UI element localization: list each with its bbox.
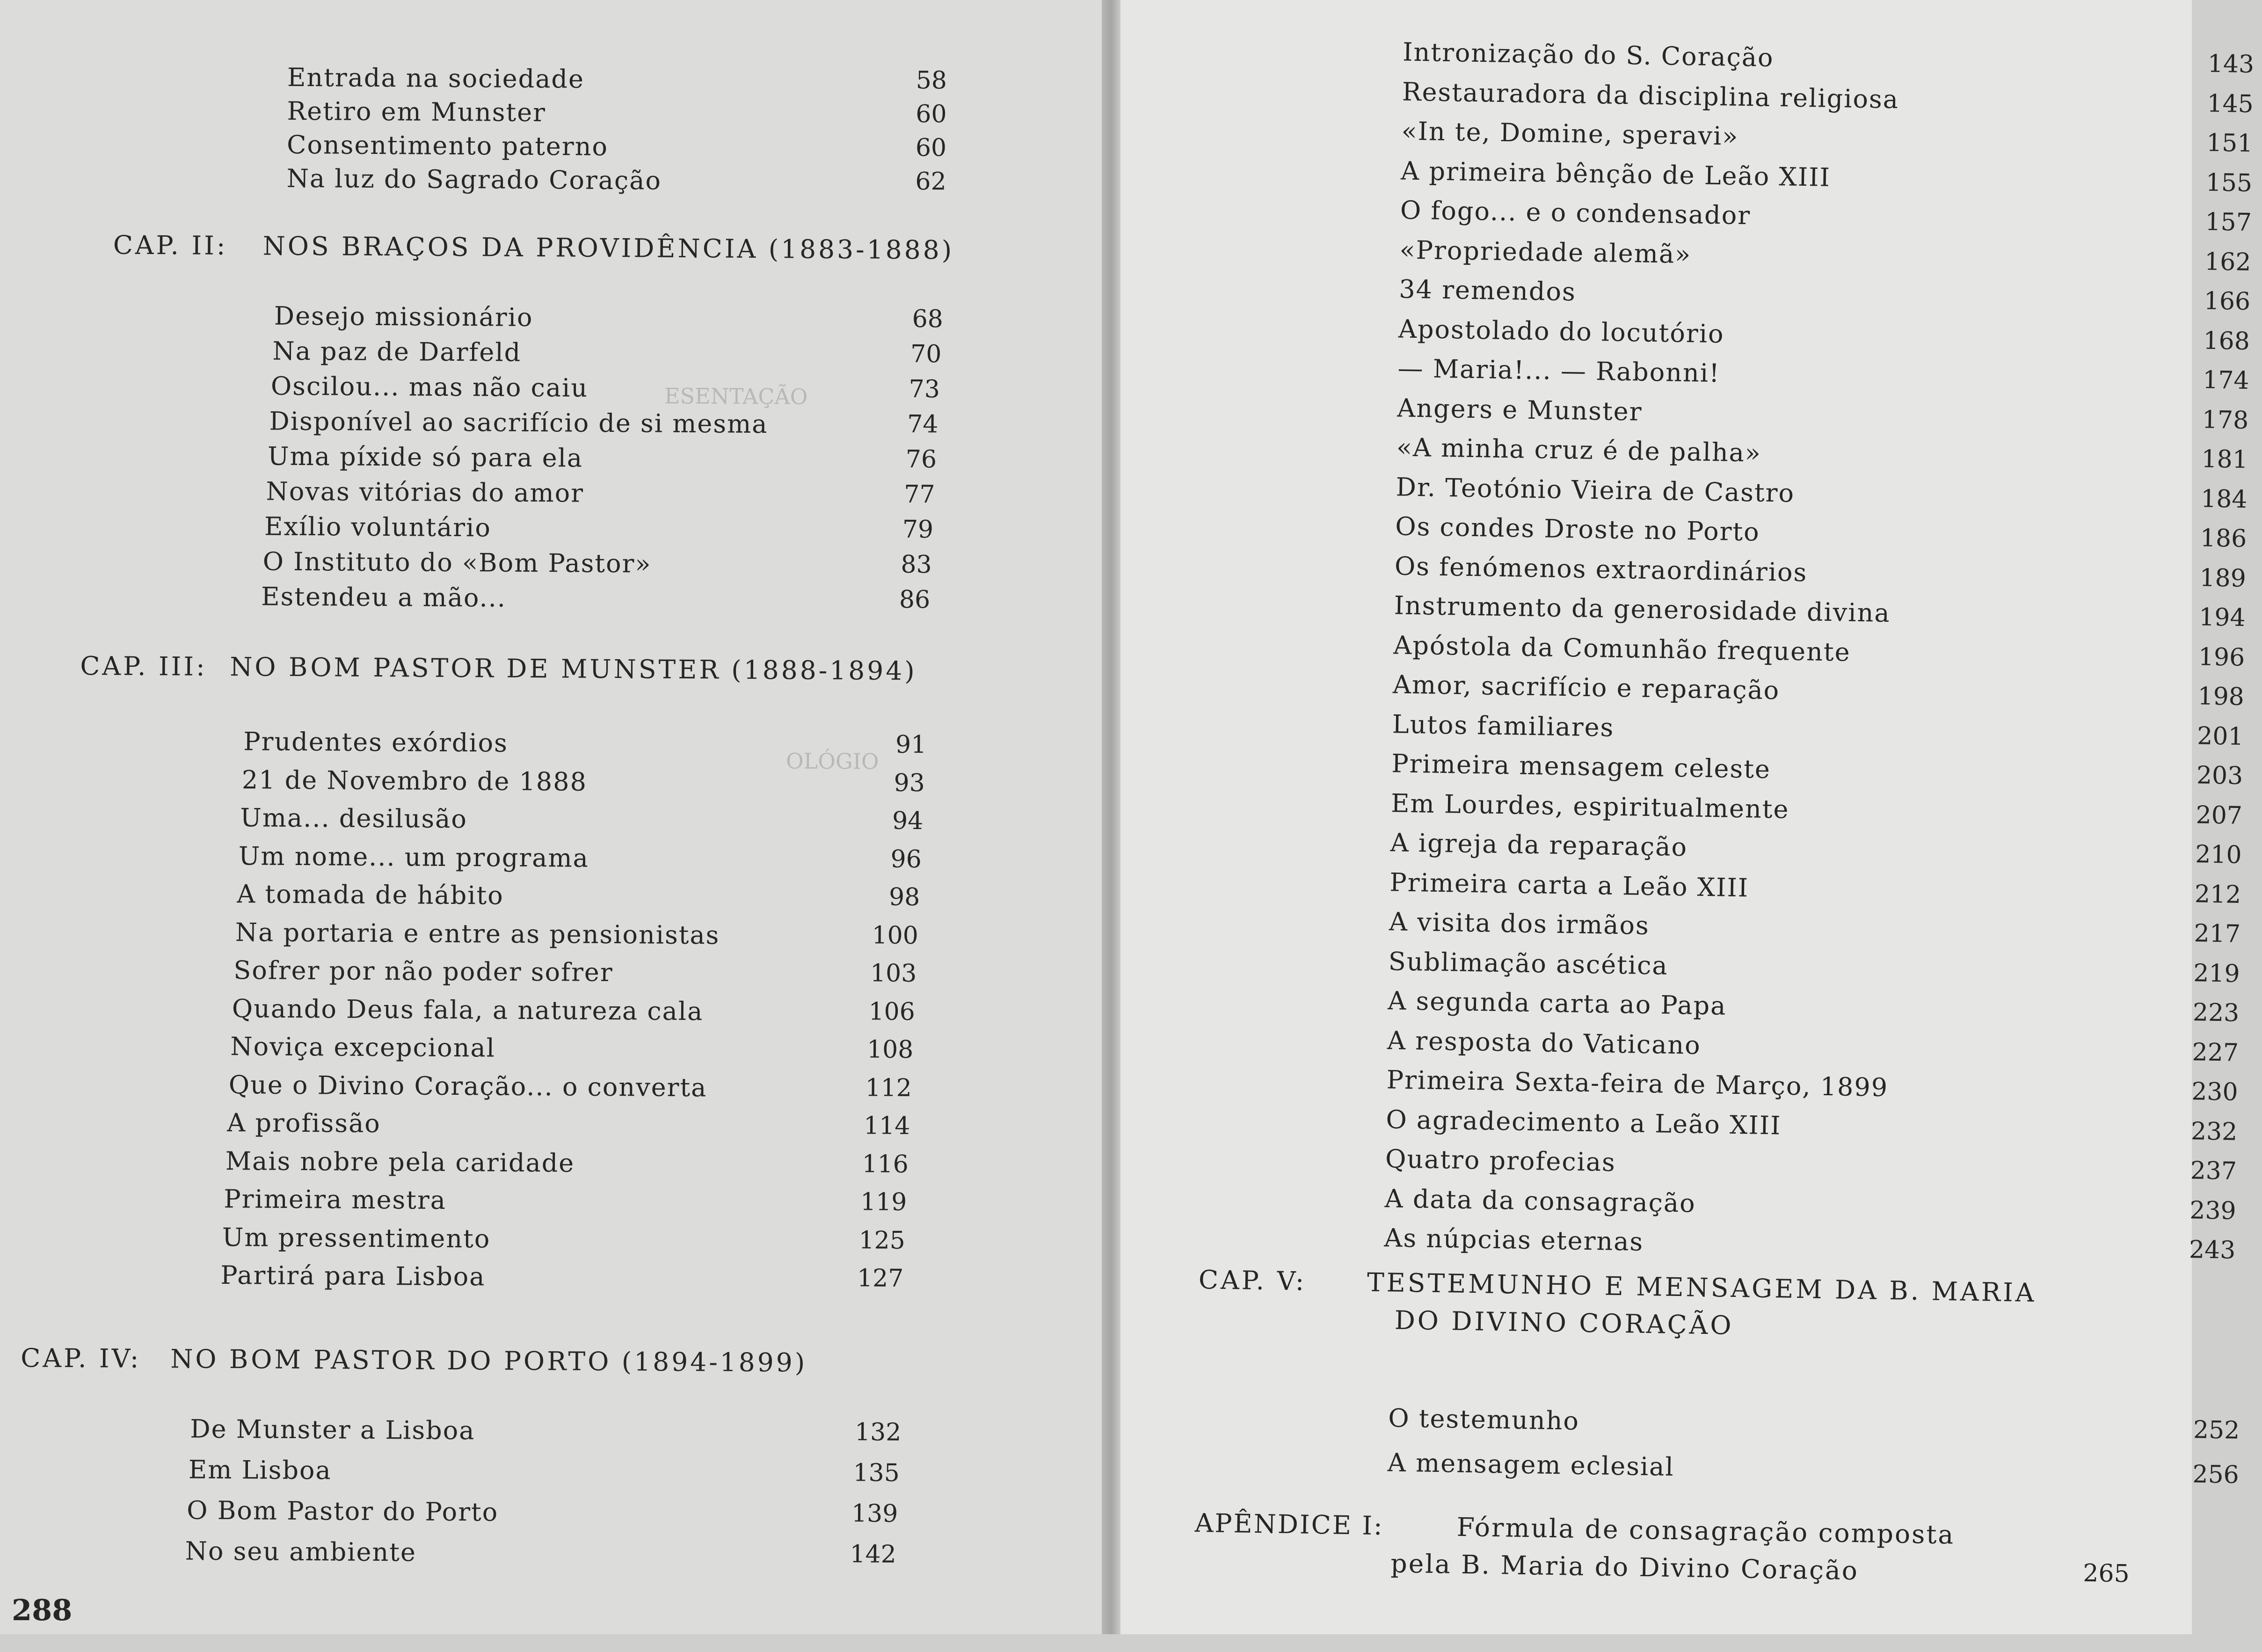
toc-entry-title: Na portaria e entre as pensionistas — [235, 917, 720, 950]
toc-entry — [185, 1536, 896, 1578]
toc-entry-page: 217 — [2194, 919, 2241, 948]
toc-entry-page: 112 — [865, 1073, 912, 1102]
toc-entry — [243, 727, 926, 768]
toc-entry-page: 62 — [915, 167, 946, 196]
toc-entry-title: A visita dos irmãos — [1389, 907, 1650, 941]
toc-entry-page: 58 — [916, 66, 947, 95]
toc-entry-page: 77 — [904, 480, 935, 509]
toc-entry-page: 119 — [860, 1188, 907, 1216]
toc-entry-title: Lutos familiares — [1392, 709, 1615, 742]
chapter-title: NOS BRAÇOS DA PROVIDÊNCIA (1883-1888) — [262, 231, 954, 265]
toc-entry-page: 68 — [912, 305, 944, 334]
toc-entry-title: Consentimento paterno — [286, 130, 609, 161]
toc-entry-page: 73 — [909, 375, 940, 404]
toc-entry — [235, 917, 918, 959]
toc-entry-title: Na paz de Darfeld — [272, 336, 522, 367]
toc-entry-page: 227 — [2192, 1038, 2239, 1067]
toc-entry-title: O testemunho — [1388, 1403, 1580, 1436]
toc-entry-title: Desejo missionário — [274, 301, 533, 332]
toc-entry-title: — Maria!... — Rabonni! — [1397, 353, 1721, 388]
toc-entry-title: Que o Divino Coração... o converta — [228, 1070, 707, 1102]
toc-entry-page: 114 — [863, 1112, 910, 1140]
toc-entry-title: No seu ambiente — [185, 1536, 417, 1567]
toc-entry-page: 103 — [870, 959, 917, 988]
toc-entry-page: 86 — [899, 585, 931, 614]
toc-entry-page: 127 — [857, 1264, 904, 1293]
appendix-label: APÊNDICE I: — [1194, 1507, 1384, 1541]
toc-entry-title: Quando Deus fala, a natureza cala — [232, 993, 704, 1026]
toc-entry-page: 198 — [2197, 682, 2245, 711]
toc-entry-title: Quatro profecias — [1385, 1144, 1616, 1177]
toc-entry-title: Restauradora da disciplina religiosa — [1402, 76, 1899, 114]
toc-entry-title: Amor, sacrifício e reparação — [1392, 670, 1780, 706]
toc-entry-page: 210 — [2195, 840, 2242, 869]
toc-entry — [189, 1455, 900, 1497]
toc-entry-title: Na luz do Sagrado Coração — [286, 163, 662, 196]
toc-entry-page: 212 — [2194, 880, 2241, 909]
toc-entry-page: 145 — [2207, 89, 2254, 118]
toc-entry-page: 116 — [862, 1150, 909, 1179]
appendix-page: 265 — [2082, 1559, 2130, 1588]
toc-entry-page: 194 — [2198, 603, 2246, 632]
appendix-title-line1: Fórmula de consagração composta — [1456, 1512, 1955, 1550]
toc-entry-page: 139 — [851, 1499, 898, 1528]
toc-entry-title: Apostolado do locutório — [1398, 313, 1725, 349]
toc-entry-page: 74 — [907, 410, 938, 439]
toc-entry-page: 223 — [2192, 998, 2240, 1027]
toc-entry-page: 252 — [2193, 1416, 2240, 1445]
chapter-heading — [21, 1343, 956, 1378]
toc-entry-page: 239 — [2189, 1196, 2237, 1225]
toc-entry-title: Primeira carta a Leão XIII — [1389, 867, 1749, 902]
toc-entry-page: 76 — [905, 445, 937, 474]
toc-entry — [187, 1496, 898, 1537]
toc-entry-title: A mensagem eclesial — [1387, 1448, 1675, 1482]
toc-entry-page: 60 — [916, 100, 947, 129]
toc-entry-title: O Bom Pastor do Porto — [187, 1495, 499, 1527]
toc-entry-page: 79 — [902, 515, 934, 544]
toc-entry-title: Uma píxide só para ela — [267, 441, 583, 473]
toc-entry-title: O agradecimento a Leão XIII — [1386, 1104, 1782, 1140]
toc-entry-title: Apóstola da Comunhão frequente — [1393, 630, 1851, 667]
toc-entry-page: 142 — [850, 1540, 896, 1569]
show-through-text: ESENTAÇÃO — [664, 383, 808, 409]
toc-entry-page: 232 — [2190, 1117, 2238, 1146]
toc-entry-title: 21 de Novembro de 1888 — [241, 764, 588, 797]
toc-entry-page: 106 — [868, 997, 916, 1026]
toc-entry-title: A profissão — [227, 1108, 381, 1139]
toc-entry-page: 219 — [2193, 959, 2240, 988]
toc-entry-page: 60 — [915, 133, 947, 162]
toc-entry-page: 108 — [866, 1035, 914, 1064]
toc-entry-title: Disponível ao sacrifício de si mesma — [269, 406, 768, 439]
toc-entry — [242, 765, 925, 807]
toc-entry-title: Prudentes exórdios — [243, 727, 509, 758]
toc-entry-page: 157 — [2205, 208, 2252, 237]
toc-entry-page: 96 — [890, 845, 922, 873]
toc-entry — [224, 1184, 907, 1226]
toc-entry — [222, 1222, 905, 1264]
left-page — [0, 0, 1102, 1634]
right-toc — [1095, 0, 2255, 1651]
chapter-heading — [80, 651, 1016, 686]
toc-entry-page: 125 — [858, 1226, 906, 1255]
toc-entry-title: Uma... desilusão — [240, 803, 468, 834]
chapter-title-line2: DO DIVINO CORAÇÃO — [1394, 1305, 1734, 1340]
toc-entry-title: O fogo... e o condensador — [1400, 195, 1751, 231]
toc-entry-title: «In te, Domine, speravi» — [1401, 116, 1739, 151]
toc-entry-title: Instrumento da generosidade divina — [1394, 590, 1891, 628]
toc-entry-page: 91 — [895, 730, 927, 759]
toc-entry-title: A data da consagração — [1384, 1183, 1696, 1218]
chapter-label: CAP. II: — [113, 230, 228, 261]
toc-entry-title: A resposta do Vaticano — [1387, 1025, 1702, 1060]
toc-entry-page: 151 — [2206, 129, 2253, 158]
toc-entry-title: Um pressentimento — [222, 1222, 491, 1253]
toc-entry-title: Um nome... um programa — [238, 841, 589, 873]
toc-entry-title: Sofrer por não poder sofrer — [233, 955, 613, 988]
toc-entry-page: 181 — [2201, 445, 2248, 474]
chapter-title: NO BOM PASTOR DE MUNSTER (1888-1894) — [230, 652, 917, 686]
toc-entry-title: Noviça excepcional — [230, 1032, 496, 1063]
toc-entry-page: 201 — [2197, 721, 2244, 751]
toc-entry — [239, 841, 922, 883]
toc-entry-page: 168 — [2203, 326, 2250, 356]
show-through-text: OLÓGIO — [786, 748, 879, 774]
chapter-label: CAP. III: — [80, 651, 207, 682]
toc-entry-title: De Munster a Lisboa — [190, 1414, 475, 1446]
right-page — [1120, 0, 2255, 1634]
toc-entry-title: O Instituto do «Bom Pastor» — [262, 546, 652, 579]
toc-entry-title: A tomada de hábito — [237, 879, 504, 910]
appendix-title-line2: pela B. Maria do Divino Coração — [1390, 1548, 1859, 1586]
toc-entry-title: Retiro em Munster — [287, 96, 546, 128]
toc-entry — [190, 1414, 901, 1456]
toc-entry — [220, 1260, 903, 1302]
toc-entry-page: 203 — [2196, 761, 2243, 790]
toc-entry-page: 256 — [2192, 1460, 2240, 1489]
toc-entry-title: Primeira mestra — [224, 1184, 447, 1215]
chapter-title-line1: TESTEMUNHO E MENSAGEM DA B. MARIA — [1367, 1267, 2037, 1308]
toc-entry-page: 155 — [2205, 168, 2253, 197]
toc-entry-page: 143 — [2207, 50, 2255, 79]
toc-entry — [1387, 1448, 2239, 1499]
toc-entry-title: A primeira bênção de Leão XIII — [1400, 155, 1831, 192]
chapter-title: NO BOM PASTOR DO PORTO (1894-1899) — [170, 1344, 807, 1378]
toc-entry-title: A segunda carta ao Papa — [1387, 986, 1727, 1021]
toc-entry-page: 83 — [901, 550, 932, 579]
toc-entry-page: 174 — [2202, 366, 2249, 395]
toc-entry — [286, 164, 946, 205]
toc-entry-page: 93 — [894, 769, 925, 797]
chapter-label: CAP. V: — [1198, 1264, 1307, 1296]
toc-entry — [232, 994, 915, 1035]
toc-entry-title: Novas vitórias do amor — [266, 476, 584, 508]
toc-entry — [227, 1108, 910, 1150]
chapter-heading — [113, 230, 1049, 265]
page-number: 288 — [12, 1593, 73, 1627]
toc-entry-page: 166 — [2204, 287, 2251, 316]
toc-entry — [1388, 1403, 2240, 1454]
toc-entry-page: 132 — [854, 1418, 902, 1447]
toc-entry-page: 196 — [2198, 642, 2245, 672]
toc-entry — [237, 879, 920, 921]
toc-entry-page: 178 — [2202, 405, 2249, 435]
toc-entry-title: Intronização do S. Coração — [1402, 37, 1775, 73]
left-toc — [0, 0, 1102, 1641]
chapter-label: CAP. IV: — [21, 1343, 141, 1374]
toc-entry — [230, 1032, 913, 1073]
toc-entry-title: Estendeu a mão... — [261, 582, 507, 613]
toc-entry-title: «Propriedade alemã» — [1399, 234, 1692, 269]
toc-entry-page: 100 — [872, 921, 919, 950]
toc-entry-title: 34 remendos — [1398, 274, 1577, 307]
toc-entry-title: Em Lisboa — [188, 1455, 332, 1485]
toc-entry-page: 189 — [2199, 563, 2247, 593]
appendix-heading — [1194, 1507, 2131, 1588]
toc-entry-page: 230 — [2191, 1077, 2239, 1106]
toc-entry — [229, 1070, 912, 1112]
toc-entry-page: 162 — [2204, 247, 2251, 277]
toc-entry-page: 98 — [888, 883, 920, 912]
toc-entry — [261, 582, 930, 623]
toc-entry-title: Os condes Droste no Porto — [1395, 511, 1760, 547]
toc-entry-title: Angers e Munster — [1396, 393, 1643, 427]
toc-entry — [233, 955, 916, 997]
toc-entry-page: 135 — [853, 1459, 900, 1487]
toc-entry-page: 243 — [2189, 1236, 2236, 1265]
toc-entry-title: Os fenómenos extraordinários — [1394, 551, 1808, 587]
toc-entry-page: 207 — [2196, 801, 2243, 830]
toc-entry-page: 186 — [2200, 524, 2247, 553]
toc-entry-title: Em Lourdes, espiritualmente — [1390, 788, 1789, 824]
toc-entry-page: 237 — [2190, 1157, 2237, 1186]
toc-entry-title: Mais nobre pela caridade — [225, 1146, 575, 1178]
toc-entry — [240, 803, 923, 844]
toc-entry-title: Sublimação ascética — [1388, 946, 1669, 981]
toc-entry-page: 94 — [892, 807, 924, 836]
toc-entry-title: As núpcias eternas — [1384, 1223, 1644, 1257]
toc-entry-title: Primeira mensagem celeste — [1391, 749, 1771, 785]
toc-entry-title: «A minha cruz é de palha» — [1396, 432, 1762, 468]
toc-entry-title: Primeira Sexta-feira de Março, 1899 — [1386, 1065, 1889, 1103]
toc-entry-page: 70 — [910, 340, 942, 369]
toc-entry — [225, 1146, 909, 1187]
toc-entry-page: 184 — [2200, 484, 2248, 514]
toc-entry-title: A igreja da reparação — [1390, 828, 1688, 862]
toc-entry-title: Exílio voluntário — [264, 511, 492, 543]
toc-entry-title: Entrada na sociedade — [287, 62, 585, 94]
toc-entry-title: Dr. Teotónio Vieira de Castro — [1396, 472, 1795, 508]
toc-entry-title: Partirá para Lisboa — [220, 1260, 486, 1292]
toc-entry-title: Oscilou... mas não caiu — [270, 371, 589, 403]
